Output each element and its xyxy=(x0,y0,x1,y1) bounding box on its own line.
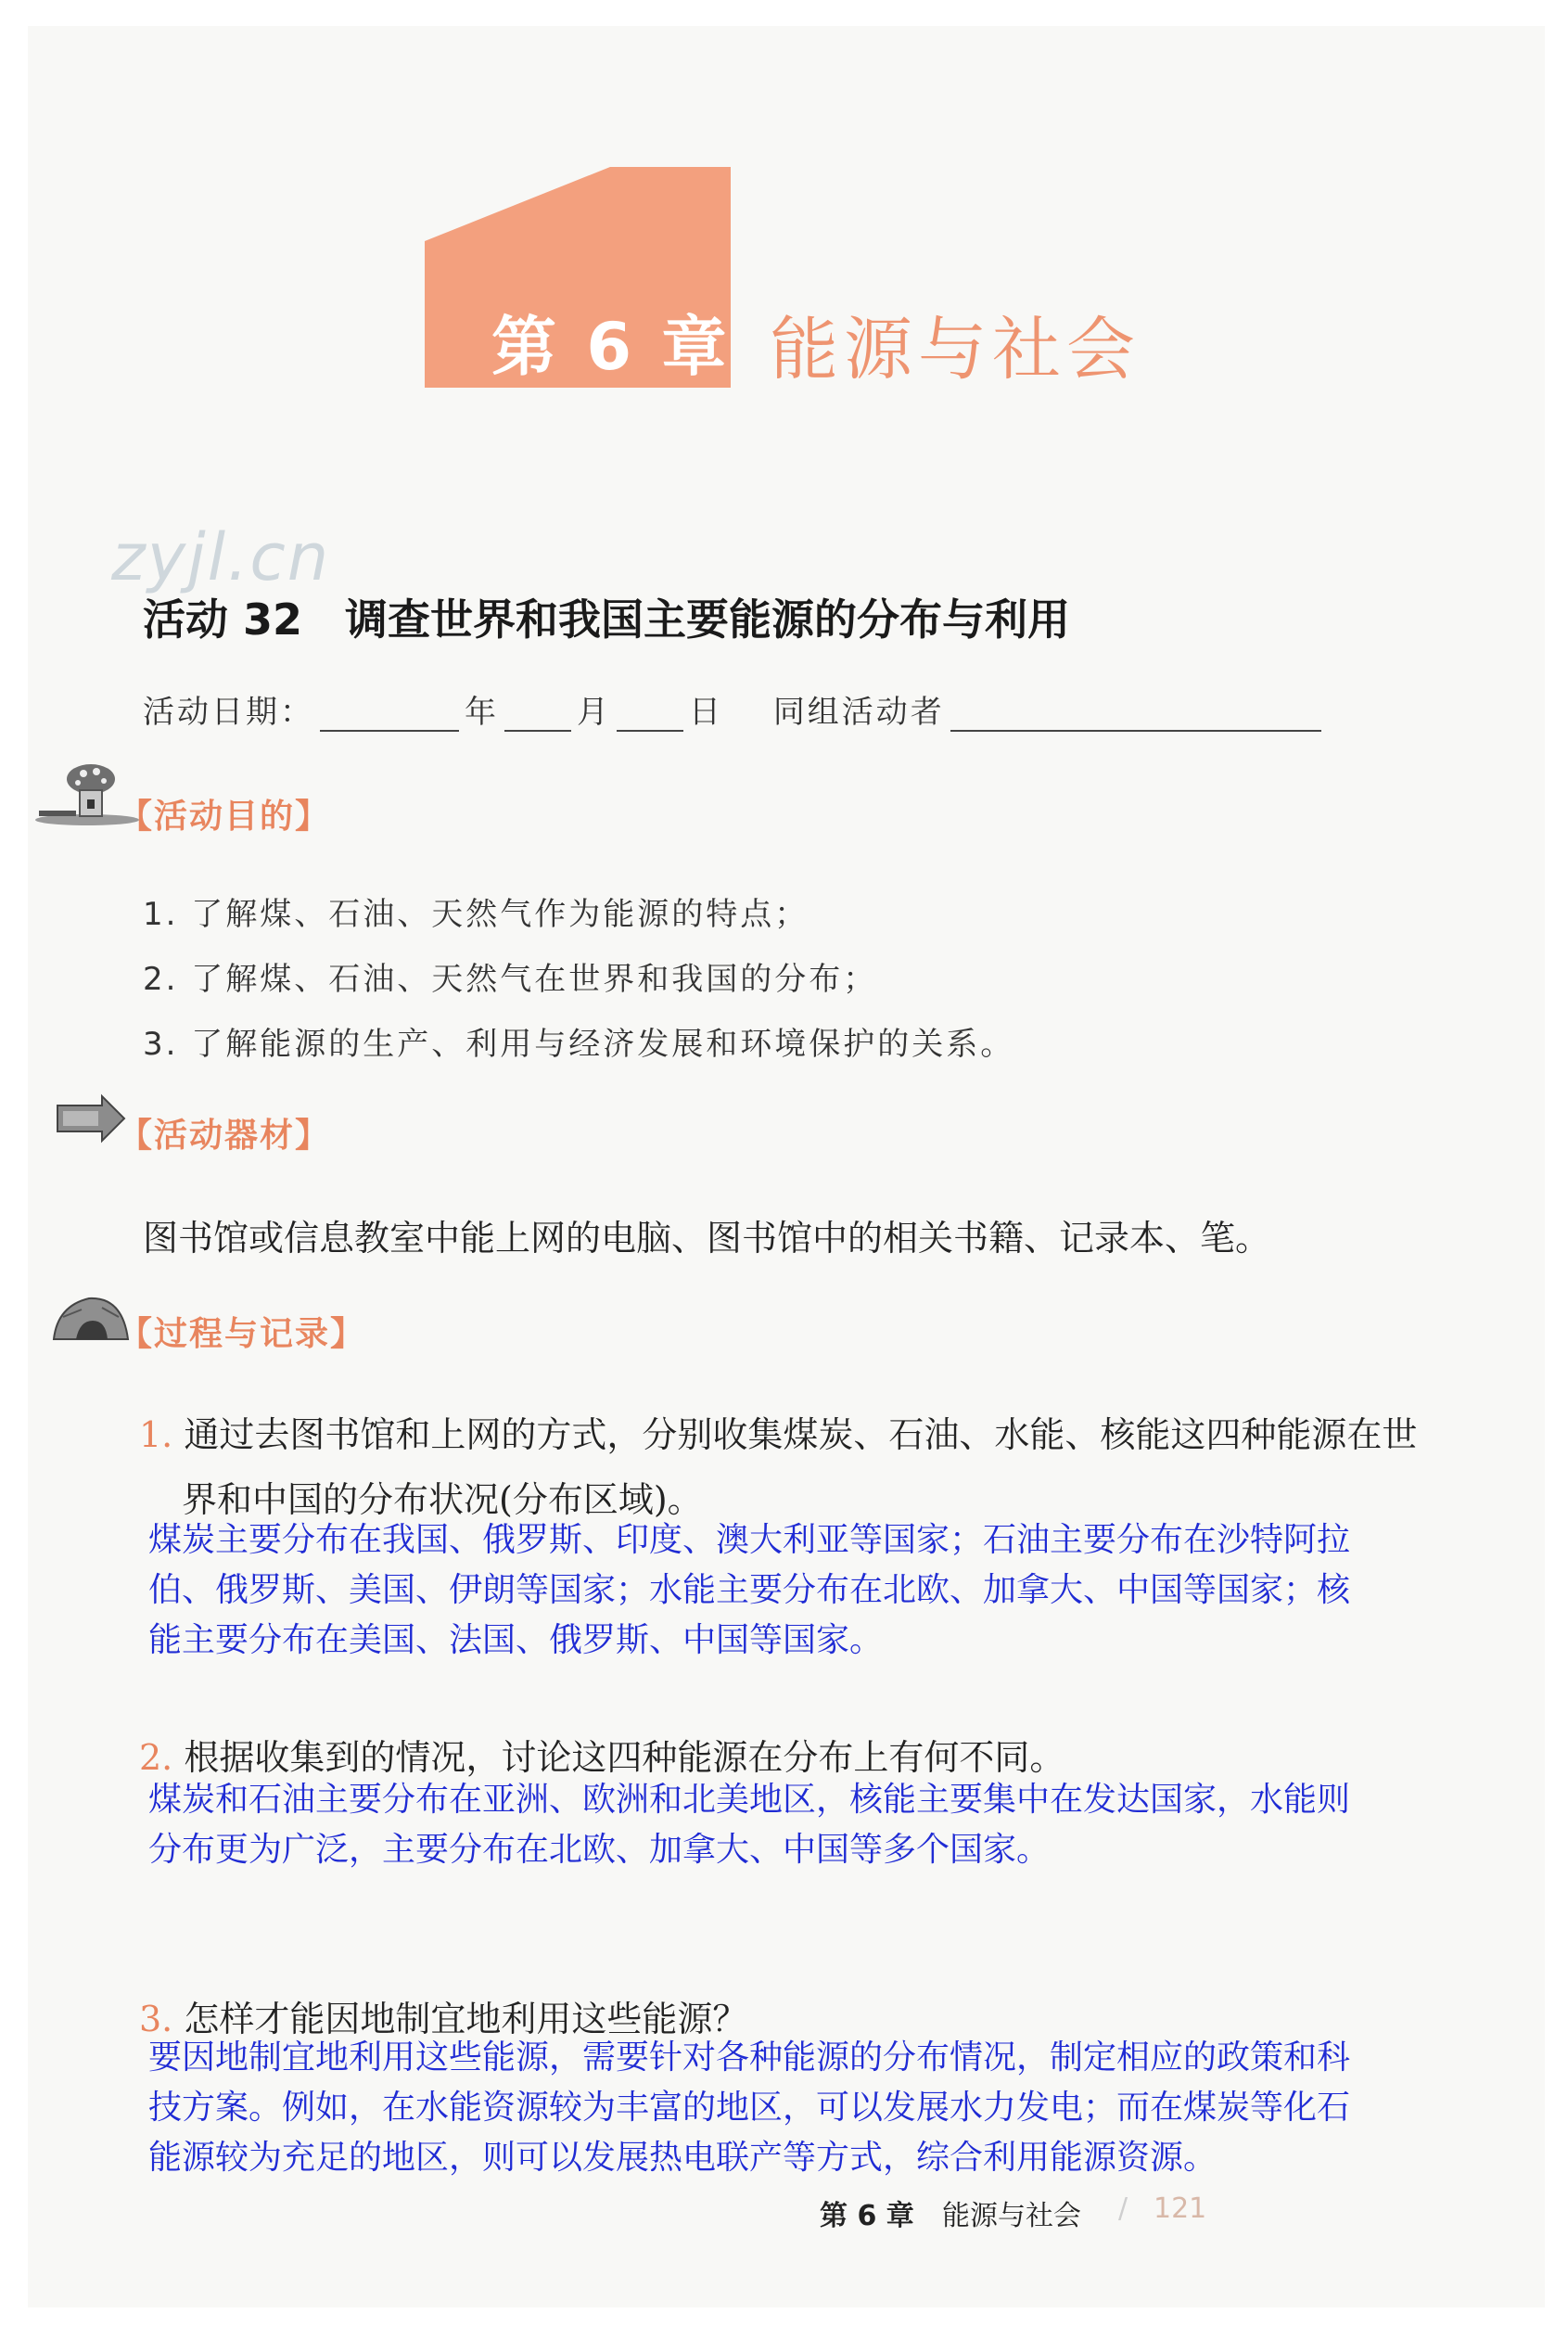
answer-line: 伯、俄罗斯、美国、伊朗等国家；水能主要分布在北欧、加拿大、中国等国家；核 xyxy=(148,1571,1351,1609)
footer-chapter: 第 6 章 xyxy=(820,2200,914,2232)
watermark: zyjl.cn xyxy=(111,519,331,595)
materials-text: 图书馆或信息教室中能上网的电脑、图书馆中的相关书籍、记录本、笔。 xyxy=(143,1218,1271,1259)
year-blank xyxy=(320,702,459,732)
partners-blank xyxy=(950,702,1321,732)
question-text: 根据收集到的情况，讨论这四种能源在分布上有何不同。 xyxy=(184,1737,1065,1778)
day-label: 日 xyxy=(689,694,723,731)
month-blank xyxy=(504,702,571,732)
question-number: 3. xyxy=(139,1999,173,2039)
purpose-item: 1. 了解煤、石油、天然气作为能源的特点； xyxy=(143,896,809,933)
footer-divider: / xyxy=(1118,2192,1128,2225)
question-text: 通过去图书馆和上网的方式，分别收集煤炭、石油、水能、核能这四种能源在世 xyxy=(184,1414,1418,1455)
answer-line: 煤炭主要分布在我国、俄罗斯、印度、澳大利亚等国家；石油主要分布在沙特阿拉 xyxy=(148,1521,1351,1559)
year-label: 年 xyxy=(465,694,499,731)
answer-line: 分布更为广泛，主要分布在北欧、加拿大、中国等多个国家。 xyxy=(148,1831,1051,1869)
question-number: 2. xyxy=(139,1737,173,1778)
arrow-sign-icon xyxy=(54,1093,128,1146)
purpose-item: 3. 了解能源的生产、利用与经济发展和环境保护的关系。 xyxy=(143,1026,1015,1063)
answer-line: 要因地制宜地利用这些能源，需要针对各种能源的分布情况，制定相应的政策和科 xyxy=(148,2038,1351,2077)
question-1 xyxy=(139,1406,1417,1457)
footer-title: 能源与社会 xyxy=(942,2200,1081,2232)
purpose-heading: 【活动目的】 xyxy=(119,798,331,836)
answer-line: 能主要分布在美国、法国、俄罗斯、中国等国家。 xyxy=(148,1621,884,1659)
purpose-item: 2. 了解煤、石油、天然气在世界和我国的分布； xyxy=(143,961,878,998)
question-text: 怎样才能因地制宜地利用这些能源？ xyxy=(184,1999,748,2039)
materials-heading: 【活动器材】 xyxy=(119,1117,331,1155)
question-2 xyxy=(139,1729,1064,1780)
page-number: 121 xyxy=(1154,2192,1207,2225)
question-number: 1. xyxy=(139,1414,173,1455)
activity-title: 活动 32 调查世界和我国主要能源的分布与利用 xyxy=(143,594,1071,645)
date-label: 活动日期： xyxy=(143,694,314,731)
chapter-title: 能源与社会 xyxy=(770,310,1141,390)
chapter-number: 第 6 章 xyxy=(491,309,731,385)
activity-date-line xyxy=(143,686,1327,732)
month-label: 月 xyxy=(577,694,611,731)
answer-line: 能源较为充足的地区，则可以发展热电联产等方式，综合利用能源资源。 xyxy=(148,2139,1217,2177)
process-heading: 【过程与记录】 xyxy=(119,1315,366,1353)
question-text: 界和中国的分布状况(分布区域)。 xyxy=(182,1479,703,1520)
day-blank xyxy=(617,702,683,732)
answer-line: 煤炭和石油主要分布在亚洲、欧洲和北美地区，核能主要集中在发达国家，水能则 xyxy=(148,1781,1351,1819)
partners-label: 同组活动者 xyxy=(772,694,945,731)
answer-line: 技方案。例如，在水能资源较为丰富的地区，可以发展水力发电；而在煤炭等化石 xyxy=(148,2089,1351,2127)
